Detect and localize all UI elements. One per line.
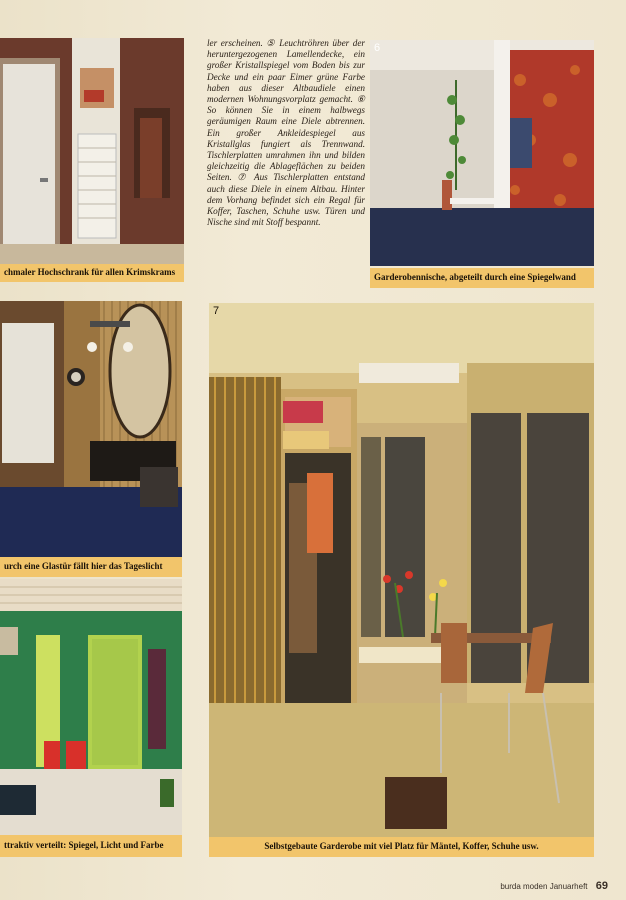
footer-issue: Januarheft (549, 882, 588, 891)
article-paragraph: ler erscheinen. ⑤ Leuchtröhren über der heruntergezogenen Lamellendecke, ein großer Kristallspiegel vom Boden bis zur Decke und ein paar Eimer grüne Farbe haben aus dieser Altbaudiele einen modernen Wohnungsvorplatz gemacht. ⑥ So können Sie in einem halbwegs geräumigen Raum eine Diele abtrennen. Ein großer Ankleidespiegel aus Kristallglas fungiert als Trennwand. Tischlerplatten umrahmen ihn und bilden gleichzeitig die Ablageflächen zu beiden Seiten. ⑦ Aus Tischlerplatten entstand auch diese Diele in einem Altbau. Hinter dem Vorhang befindet sich ein Regal für Koffer, Taschen, Schuhe usw. Türen und Nische sind mit Stoff bespannt. (207, 38, 365, 228)
photo-glass-door (0, 301, 182, 577)
photo-7-number: 7 (213, 305, 220, 317)
photo-tall-cupboard (0, 38, 184, 277)
caption-photo-6: Garderobennische, abgeteilt durch eine Spiegelwand (370, 268, 594, 288)
photo-7-image (209, 303, 594, 837)
photo-green-hallway-image (0, 579, 182, 835)
photo-7-wardrobe (209, 303, 594, 857)
photo-6-number: 6 (374, 42, 381, 54)
caption-glass-door: urch eine Glastür fällt hier das Tageslicht (0, 557, 182, 577)
photo-glass-door-image (0, 301, 182, 557)
caption-photo-7: Selbstgebaute Garderobe mit viel Platz für Mäntel, Koffer, Schuhe usw. (209, 837, 594, 857)
caption-tall-cupboard: chmaler Hochschrank für allen Krimskrams (0, 264, 184, 282)
photo-tall-cupboard-image (0, 38, 184, 264)
page-footer (500, 880, 608, 892)
photo-green-hallway (0, 579, 182, 857)
photo-6-image (370, 40, 594, 266)
caption-green-hallway: ttraktiv verteilt: Spiegel, Licht und Farbe (0, 835, 182, 857)
article-text (207, 38, 365, 228)
page-number: 69 (595, 880, 608, 892)
photo-6-mirror-wall (370, 40, 594, 288)
footer-magazine: burda moden (500, 882, 548, 891)
